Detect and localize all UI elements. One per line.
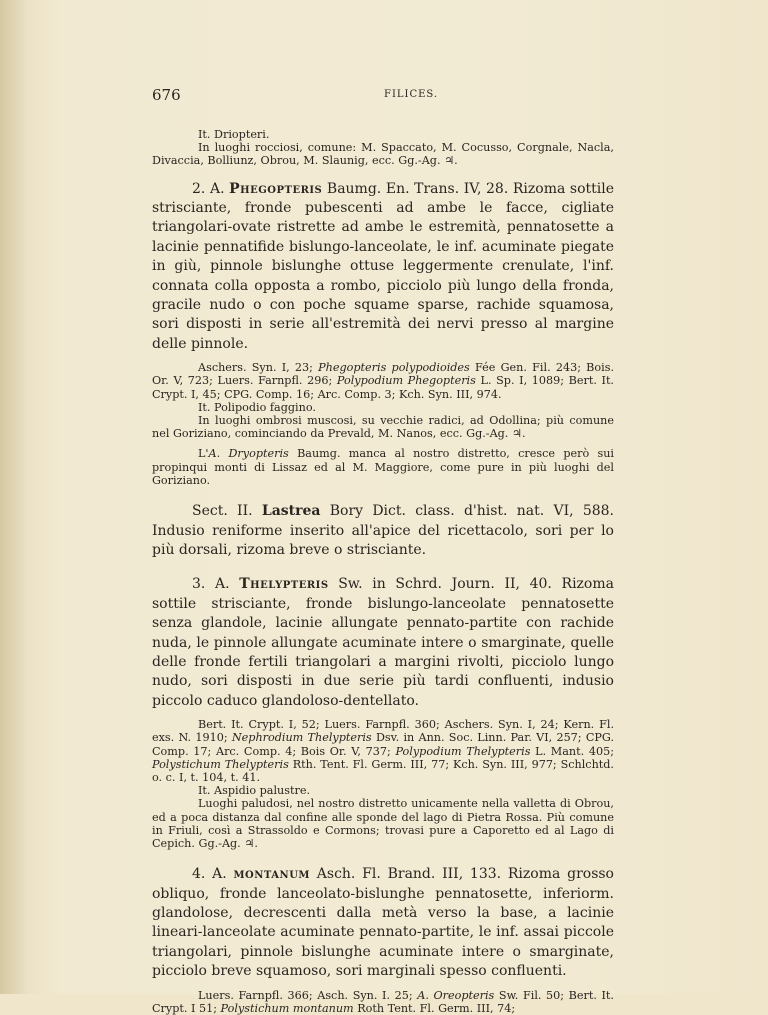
- ref-text: Bert. It. Crypt. I, 52; Luers. Farnpfl. 360; Aschers. Syn. I, 24; Kern. Fl. exs. N. 1910;: [152, 718, 614, 745]
- species-4-number: 4. A.: [192, 866, 227, 883]
- section-label: Sect. II.: [192, 503, 262, 520]
- species-2-habitat: In luoghi ombrosi muscosi, su vecchie radici, ad Odollina; più comune nel Goriziano, cominciando da Prevald, M. Nanos, ecc. Gg.-Ag. ♃.: [152, 414, 614, 441]
- running-title: FILICES.: [384, 89, 439, 100]
- ref-text: Aschers. Syn. I, 23;: [198, 361, 319, 375]
- ref-taxon: Polystichum montanum: [220, 1001, 354, 1015]
- previous-species-it-name: It. Driopteri.: [198, 128, 270, 141]
- species-3-description: [152, 575, 614, 711]
- section-text: Bory Dict. class. d'hist. nat. VI, 588. Indusio reniforme inserito all'apice del ricettacolo, sori per lo più dorsali, rizoma breve o strisciante.: [152, 503, 614, 558]
- species-4-references: [152, 989, 614, 1015]
- ref-taxon: A. Oreopteris: [417, 988, 495, 1002]
- species-2-references: [152, 361, 614, 401]
- species-4-text: Asch. Fl. Brand. III, 133. Rizoma grosso obliquo, fronde lanceolato-bislunghe pennatosette, inferiorm. glandolose, decrescenti dalla metà verso la base, a lacinie lineari-lanceolate acuminate pennato-partite, le inf. assai piccole triangolari, pinnole bislunghe acuminate intere o smarginate, picciolo breve squamoso, sori marginali spesso confluenti.: [152, 866, 614, 980]
- species-3-text: Sw. in Schrd. Journ. II, 40. Rizoma sottile strisciante, fronde bislungo-lanceolate pennatosette senza glandole, lacinie allungate pennato-partite con rachide nuda, le pinnole allungate acuminate intere o smarginate, quelle delle fronde fertili triangolari a margini rivolti, picciolo lungo nudo, sori disposti in due serie più tardi confluenti, indusio piccolo caduco glandoloso-dentellato.: [152, 576, 614, 709]
- page-header: [152, 86, 612, 106]
- species-4-description: [152, 865, 614, 981]
- ref-text: Dsv. in Ann. Soc. Linn. Par. VI, 257; CPG. Comp. 17; Arc. Comp. 4; Bois Or. V, 737;: [152, 731, 615, 758]
- note-text: Baumg. manca al nostro distretto, cresce però sui propinqui monti di Lissaz ed al M. Maggiore, come pure in più luoghi del Goriziano.: [152, 447, 615, 487]
- ref-taxon: Phegopteris polypodioides: [318, 361, 470, 375]
- species-2-number: 2. A.: [192, 180, 225, 197]
- ref-text: Luers. Farnpfl. 366; Asch. Syn. I. 25;: [198, 988, 418, 1002]
- species-2-it-name: It. Polipodio faggino.: [198, 400, 316, 414]
- ref-text: L. Mant. 405;: [530, 744, 614, 758]
- ref-text: Roth Tent. Fl. Germ. III, 74;: [353, 1001, 516, 1015]
- ref-text: Rth. Tent. Fl. Germ. III, 77; Kch. Syn. III, 977; Schlchtd. o. c. I, t. 104, t. 41.: [152, 757, 614, 784]
- ref-text: L. Sp. I, 1089; Bert. It. Crypt. I, 45; CPG. Comp. 16; Arc. Comp. 3; Kch. Syn. III, 974.: [152, 374, 614, 401]
- species-3-name: Thelypteris: [239, 576, 329, 593]
- species-3-number: 3. A.: [192, 576, 230, 593]
- note-taxon: A. Dryopteris: [208, 447, 289, 461]
- species-2-note: [152, 447, 614, 487]
- binding-gutter: [0, 0, 26, 994]
- ref-taxon: Polypodium Thelypteris: [395, 744, 531, 758]
- species-3-references: [152, 718, 614, 784]
- ref-taxon: Nephrodium Thelypteris: [231, 731, 372, 745]
- species-2-text: Baumg. En. Trans. IV, 28. Rizoma sottile strisciante, fronde pubescenti ad ambe le facce, cigliate triangolari-ovate ristrette ad ambe le estremità, pennatosette a lacinie pennatifide bislungo-lanceolate, le inf. acuminate piegate in giù, pinnole bislunghe ottuse leggermente crenulate, l'inf. connata colla opposta a rombo, picciolo più lungo della fronda, gracile nudo o con poche squame sparse, rachide squamosa, sori disposti in serie all'estremità dei nervi presso al margine delle pinnole.: [152, 180, 615, 352]
- section-genus: Lastrea: [261, 503, 321, 520]
- species-3-it-name: It. Aspidio palustre.: [198, 784, 310, 798]
- ref-text: Fée Gen. Fil. 243; Bois. Or. V, 723; Luers. Farnpfl. 296;: [152, 361, 614, 388]
- species-3-habitat: Luoghi paludosi, nel nostro distretto unicamente nella valletta di Obrou, ed a poca distanza dal confine alle sponde del lago di Pietra Rossa. Più comune in Friuli, così a Strassoldo e Cormons; trovasi pure a Caporetto ed al Lago di Cepich. Gg.-Ag. ♃.: [152, 797, 614, 850]
- previous-species-habitat: In luoghi rocciosi, comune: M. Spaccato, M. Cocusso, Corgnale, Nacla, Divaccia, Bolliunz, Obrou, M. Slaunig, ecc. Gg.-Ag. ♃.: [152, 141, 614, 168]
- species-2-description: [152, 180, 614, 355]
- section-2-heading: [152, 502, 614, 560]
- ref-text: Sw. Fil. 50; Bert. It. Crypt. I 51;: [152, 988, 614, 1015]
- species-2-name: Phegopteris: [229, 180, 323, 197]
- page-number: 676: [152, 86, 181, 104]
- species-4-name: montanum: [233, 866, 310, 883]
- note-text: L': [198, 447, 209, 461]
- ref-taxon: Polystichum Thelypteris: [152, 757, 289, 771]
- page-body: [152, 128, 614, 1015]
- ref-taxon: Polypodium Phegopteris: [336, 374, 476, 388]
